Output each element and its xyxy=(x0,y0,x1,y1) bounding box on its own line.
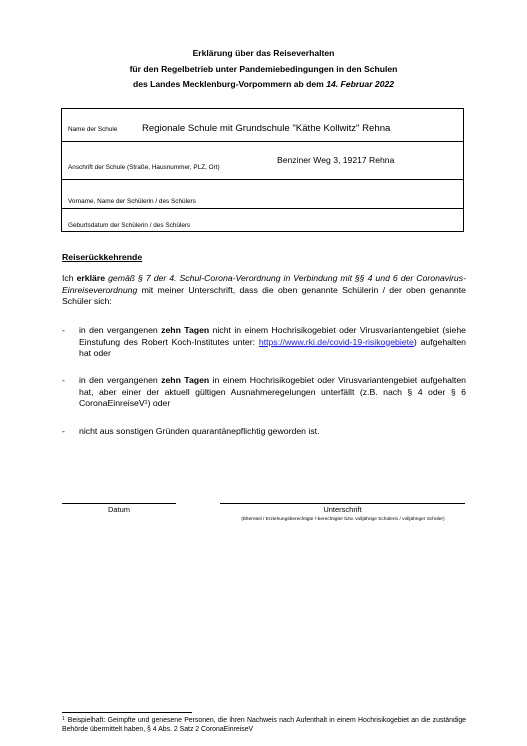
footnote xyxy=(62,715,466,734)
rki-risk-areas-link[interactable]: https://www.rki.de/covid-19-risikogebiete xyxy=(258,336,414,347)
title-line-3 xyxy=(0,77,527,93)
bullet-2: - xyxy=(62,375,65,385)
declaration-intro xyxy=(62,273,466,308)
title-line-1: Erklärung über das Reiseverhalten xyxy=(192,48,335,58)
signature-note: (Elternteil / Erziehungsberechtigte /-berechtigter bzw. volljährige Schülerin / volljähriger Schüler) xyxy=(241,517,445,522)
intro-text-2: mit meiner Unterschrift, dass die oben genannte Schülerin / der oben genannte Schüler sich: xyxy=(62,284,466,306)
declaration-item-1 xyxy=(79,325,466,360)
item1-bold: zehn Tagen xyxy=(161,325,210,335)
school-name-label: Name der Schule xyxy=(68,126,118,133)
date-signature-line xyxy=(62,503,176,504)
school-address-value: Benziner Weg 3, 19217 Rehna xyxy=(277,155,395,165)
form-row-school-address xyxy=(62,141,463,179)
item2-bold: zehn Tagen xyxy=(161,375,210,385)
bullet-1: - xyxy=(62,325,65,335)
signature-label: Unterschrift xyxy=(323,505,362,514)
item1-text-a: in den vergangenen xyxy=(79,325,162,335)
signature-line xyxy=(220,503,465,504)
footnote-separator xyxy=(62,712,192,713)
school-address-label: Anschrift der Schule (Straße, Hausnummer, PLZ, Ort) xyxy=(68,164,220,171)
item2-text-b: in einem Hochrisikogebiet oder Virusvariantengebiet aufgehalten hat, aber einer der aktuell gültigen Ausnahmeregelungen unterfällt (z.B. nach § 4 oder § 6 CoronaEinreiseV¹) oder xyxy=(79,375,466,408)
item1-text-c: ) aufgehalten hat oder xyxy=(79,336,466,358)
item2-text-a: in den vergangenen xyxy=(79,375,162,385)
item1-text-b: nicht in einem Hochrisikogebiet oder Virusvariantengebiet (siehe Einstufung des Robert Koch-Institutes unter: xyxy=(79,325,466,347)
intro-legal-reference: gemäß § 7 der 4. Schul-Corona-Verordnung in Verbindung mit §§ 4 und 6 der Coronavirus-Einreiseverordnung xyxy=(62,273,466,295)
title-line-3-prefix: des Landes Mecklenburg-Vorpommern ab dem xyxy=(132,79,324,89)
birthdate-label: Geburtsdatum der Schülerin / des Schülers xyxy=(68,222,191,229)
school-name-value: Regionale Schule mit Grundschule "Käthe Kollwitz" Rehna xyxy=(142,123,391,134)
declaration-item-3: nicht aus sonstigen Gründen quarantänepflichtig geworden ist. xyxy=(79,426,320,436)
title-date: 14. Februar 2022 xyxy=(326,79,395,89)
form-row-student-name xyxy=(62,179,463,208)
student-name-label: Vorname, Name der Schülerin / des Schülers xyxy=(68,198,196,205)
intro-bold: erkläre xyxy=(76,273,106,283)
bullet-3: - xyxy=(62,426,65,436)
title-line-2: für den Regelbetrieb unter Pandemiebedingungen in den Schulen xyxy=(129,63,398,74)
document-title xyxy=(0,46,527,93)
footnote-text: Beispielhaft: Geimpfte und genesene Personen, die ihren Nachweis nach Aufenthalt in einem Hochrisikogebiet an die zuständige Behörde übermittelt haben, § 4 Abs. 2 Satz 2 CoronaEinreiseV xyxy=(62,717,466,733)
form-row-birthdate xyxy=(62,208,463,232)
date-label: Datum xyxy=(107,505,131,514)
section-heading: Reiserückkehrende xyxy=(62,252,143,262)
intro-text-1: Ich xyxy=(62,273,77,283)
declaration-item-2 xyxy=(79,375,466,410)
form-row-school-name xyxy=(62,109,463,141)
footnote-mark: 1 xyxy=(62,716,65,722)
student-info-form xyxy=(61,108,464,232)
